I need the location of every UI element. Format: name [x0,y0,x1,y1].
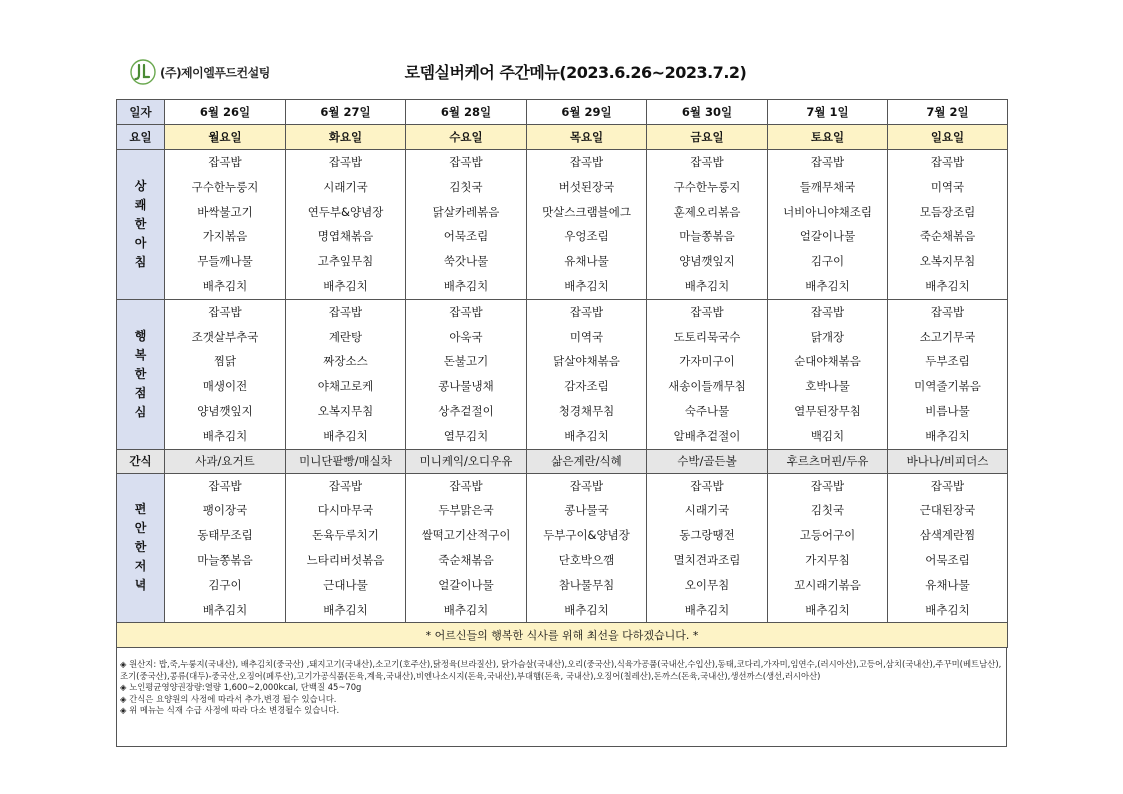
menu-item: 배추김치 [202,278,248,293]
lunch-day-cell [406,299,527,449]
menu-item: 시래기국 [323,179,368,194]
menu-item: 배추김치 [323,602,368,617]
date-label: 일자 [117,100,165,125]
menu-item: 쑥갓나물 [443,254,489,269]
menu-item: 느타리버섯볶음 [306,552,385,567]
menu-item: 잡곡밥 [569,304,604,319]
menu-item: 콩나물냉채 [438,379,494,394]
menu-item: 잡곡밥 [328,478,363,493]
menu-item: 청경채무침 [558,403,615,418]
menu-item: 구수한누룽지 [673,179,741,194]
menu-item: 잡곡밥 [810,478,845,493]
menu-item: 잡곡밥 [449,478,483,493]
dinner-day-cell [286,473,406,623]
date-cell: 6월 28일 [406,100,527,125]
menu-item: 짜장소스 [323,354,368,369]
menu-item: 찜닭 [213,354,237,369]
footer-notes [116,647,1007,747]
menu-item: 죽순채볶음 [919,229,976,244]
menu-item: 계란탕 [328,329,363,344]
menu-item: 얼갈이나물 [438,577,494,592]
menu-item: 잡곡밥 [930,155,965,169]
footer-note-line: ◈ 위 메뉴는 식재 수급 사정에 따라 다소 변경될수 있습니다. [120,705,340,716]
lunch-day-cell [286,299,406,449]
lunch-label [117,299,165,449]
note-row [117,623,1008,648]
date-cell: 6월 27일 [286,100,406,125]
breakfast-label [117,150,165,300]
menu-item: 쌀떡고기산적구이 [421,528,511,543]
menu-item: 김구이 [810,254,845,269]
menu-item: 도토리묵국수 [673,329,741,344]
menu-item: 유채나물 [564,254,609,269]
weekday-cell: 토요일 [768,125,888,150]
dinner-day-cell [888,473,1008,623]
menu-item: 잡곡밥 [690,478,724,493]
menu-item: 동그랑땡전 [679,528,735,543]
menu-item: 가자미구이 [679,354,735,369]
menu-item: 돈불고기 [443,354,489,369]
menu-item: 잡곡밥 [208,155,242,169]
date-cell: 7월 2일 [888,100,1008,125]
menu-item: 잡곡밥 [449,304,483,319]
snack-row [117,449,1008,473]
breakfast-day-cell [768,150,888,300]
menu-item: 잡곡밥 [690,304,724,319]
lunch-row [117,299,1008,449]
menu-item: 팽이장국 [202,503,248,518]
snack-cell: 수박/골든볼 [647,449,768,473]
menu-item: 유채나물 [925,577,970,592]
lunch-day-cell [768,299,888,449]
menu-item: 버섯된장국 [558,179,615,194]
menu-item: 감자조림 [564,379,609,394]
snack-cell: 바나나/비피더스 [888,449,1008,473]
snack-cell: 후르츠머핀/두유 [768,449,888,473]
menu-item: 어묵조림 [925,552,970,567]
dinner-day-cell [647,473,768,623]
menu-item: 배추김치 [684,278,730,293]
menu-item: 두부맑은국 [438,503,494,518]
date-row [117,100,1008,125]
menu-item: 닭살야채볶음 [553,354,620,369]
menu-item: 미역국 [930,179,965,194]
menu-item: 잡곡밥 [930,304,965,319]
menu-item: 열무김치 [443,428,489,443]
menu-item: 잡곡밥 [690,155,724,169]
menu-item: 죽순채볶음 [438,552,494,567]
menu-item: 배추김치 [925,278,970,293]
dinner-label [117,473,165,623]
menu-item: 백김치 [810,428,845,443]
menu-item: 배추김치 [925,602,970,617]
menu-item: 삼색계란찜 [919,528,976,543]
menu-item: 명엽채볶음 [317,229,374,244]
dinner-day-cell [527,473,647,623]
menu-item: 잡곡밥 [569,155,604,169]
menu-item: 잡곡밥 [208,478,242,493]
menu-item: 배추김치 [202,602,248,617]
lunch-label-text: 행복한점심 [134,328,147,419]
date-cell: 6월 30일 [647,100,768,125]
menu-item: 배추김치 [443,278,489,293]
menu-item: 잡곡밥 [208,304,242,319]
menu-item: 배추김치 [684,602,730,617]
menu-item: 구수한누룽지 [191,179,259,194]
menu-item: 잡곡밥 [810,155,845,169]
menu-item: 근대나물 [323,577,368,592]
menu-item: 양념깻잎지 [679,254,735,269]
weekday-cell: 목요일 [527,125,647,150]
snack-label: 간식 [117,449,165,473]
menu-item: 무들깨나물 [197,254,253,269]
menu-item: 미역국 [569,329,604,344]
menu-item: 마늘쫑볶음 [197,552,253,567]
menu-item: 숙주나물 [684,403,730,418]
note-text: * 어르신들의 행복한 식사를 위해 최선을 다하겠습니다. * [117,623,1008,648]
menu-item: 배추김치 [564,278,609,293]
date-cell: 6월 29일 [527,100,647,125]
menu-item: 다시마무국 [317,503,374,518]
breakfast-label-text: 상쾌한아침 [134,178,147,269]
lunch-day-cell [165,299,286,449]
menu-item: 연두부&양념장 [307,204,384,219]
menu-item: 꼬시래기볶음 [794,577,861,592]
menu-item: 새송이들깨무침 [668,379,746,394]
breakfast-day-cell [165,150,286,300]
menu-item: 호박나물 [805,379,850,394]
menu-item: 잡곡밥 [569,478,604,493]
menu-item: 참나물무침 [558,577,615,592]
weekday-cell: 금요일 [647,125,768,150]
menu-item: 순대야채볶음 [794,354,861,369]
menu-item: 어묵조림 [443,229,489,244]
menu-item: 두부조림 [925,354,970,369]
lunch-day-cell [888,299,1008,449]
menu-item: 잡곡밥 [449,155,483,169]
dinner-day-cell [406,473,527,623]
menu-item: 상추겉절이 [438,403,494,418]
menu-item: 마늘쫑볶음 [679,229,735,244]
menu-item: 알배추겉절이 [673,428,741,443]
menu-item: 단호박으깸 [558,552,615,567]
menu-item: 고등어구이 [799,528,856,543]
weekday-row [117,125,1008,150]
menu-item: 배추김치 [925,428,970,443]
menu-item: 소고기무국 [919,329,976,344]
menu-item: 김구이 [208,577,242,592]
menu-item: 양념깻잎지 [197,403,253,418]
menu-item: 배추김치 [564,602,609,617]
menu-item: 잡곡밥 [930,478,965,493]
menu-item: 들깨무채국 [799,179,856,194]
dinner-day-cell [768,473,888,623]
menu-item: 잡곡밥 [328,155,363,169]
menu-item: 조갯살부추국 [191,329,259,344]
lunch-day-cell [647,299,768,449]
menu-item: 오복지무침 [317,403,374,418]
date-cell: 6월 26일 [165,100,286,125]
menu-item: 얼갈이나물 [799,229,856,244]
menu-item: 김칫국 [810,503,845,518]
breakfast-day-cell [406,150,527,300]
weekly-menu-table [116,99,1008,648]
menu-item: 김칫국 [449,179,483,194]
menu-item: 돈육두루치기 [312,528,379,543]
menu-item: 닭개장 [810,329,845,344]
dinner-row [117,473,1008,623]
menu-item: 콩나물국 [564,503,609,518]
menu-item: 아욱국 [449,329,483,344]
weekday-cell: 월요일 [165,125,286,150]
menu-item: 배추김치 [805,602,850,617]
menu-item: 훈제오리볶음 [673,204,741,219]
footer-note-line: ◈ 간식은 요양원의 사정에 따라서 추가,변경 될수 있습니다. [120,693,337,704]
dinner-day-cell [165,473,286,623]
menu-item: 시래기국 [684,503,730,518]
menu-item: 열무된장무침 [794,403,861,418]
menu-item: 미역줄기볶음 [914,379,981,394]
snack-cell: 사과/요거트 [165,449,286,473]
menu-item: 잡곡밥 [810,304,845,319]
breakfast-day-cell [888,150,1008,300]
menu-item: 오복지무침 [919,254,976,269]
menu-item: 가지무침 [805,552,850,567]
date-cell: 7월 1일 [768,100,888,125]
breakfast-day-cell [647,150,768,300]
footer-note-line: ◈ 노인평균영양권장량:열량 1,600~2,000kcal, 단백질 45~70g [120,682,362,693]
menu-item: 닭살카레볶음 [432,204,500,219]
menu-item: 맛살스크램블에그 [542,204,631,219]
menu-item: 배추김치 [323,428,368,443]
weekday-cell: 수요일 [406,125,527,150]
menu-item: 너비아니야채조림 [783,204,872,219]
breakfast-day-cell [286,150,406,300]
menu-item: 모듬장조림 [919,204,976,219]
snack-cell: 미니단팥빵/매실차 [286,449,406,473]
company-name: (주)제이엘푸드컨설팅 [160,65,270,80]
menu-item: 고추잎무침 [317,254,374,269]
menu-item: 야채고로케 [317,379,374,394]
breakfast-row [117,150,1008,300]
page-title: 로뎀실버케어 주간메뉴(2023.6.26~2023.7.2) [404,63,747,82]
lunch-day-cell [527,299,647,449]
menu-item: 가지볶음 [202,229,248,244]
menu-item: 잡곡밥 [328,304,363,319]
menu-item: 두부구이&양념장 [543,528,630,543]
menu-item: 바싹불고기 [197,204,253,219]
menu-item: 멸치견과조림 [673,552,741,567]
menu-item: 비름나물 [925,403,970,418]
weekday-cell: 화요일 [286,125,406,150]
menu-item: 매생이전 [202,379,248,394]
menu-item: 배추김치 [564,428,609,443]
menu-item: 근대된장국 [919,503,976,518]
menu-item: 우엉조림 [564,229,609,244]
snack-cell: 삶은계란/식혜 [527,449,647,473]
breakfast-day-cell [527,150,647,300]
dinner-label-text: 편안한저녁 [134,502,147,593]
menu-item: 배추김치 [323,278,368,293]
menu-item: 배추김치 [805,278,850,293]
weekday-label: 요일 [117,125,165,150]
menu-item: 동태무조림 [197,528,253,543]
snack-cell: 미니케익/오디우유 [406,449,527,473]
footer-note-line: ◈ 원산지: 밥,죽,누룽지(국내산), 배추김치(중국산) ,돼지고기(국내산),소고기(호주산),닭정육(브라질산), 닭가슴살(국내산),오리(중국산),식육가공품(국내산,수입산),동태,코다리,가자미,임연수,(러시아산),고등어,삼치(국내산),주꾸미(베트남산),조기(중국산),콩류(대두)-중국산,오징어(페루산),고기가공식품(돈육,계육,국내산),비엔나소시지(돈육,국내산),부대햄(돈육, 국내산),오징어(칠레산),돈까스(돈육,국내산),생선까스(생선,러시아산) [120,659,1002,681]
weekday-cell: 일요일 [888,125,1008,150]
menu-item: 배추김치 [443,602,489,617]
menu-item: 배추김치 [202,428,248,443]
menu-item: 오이무침 [684,577,730,592]
